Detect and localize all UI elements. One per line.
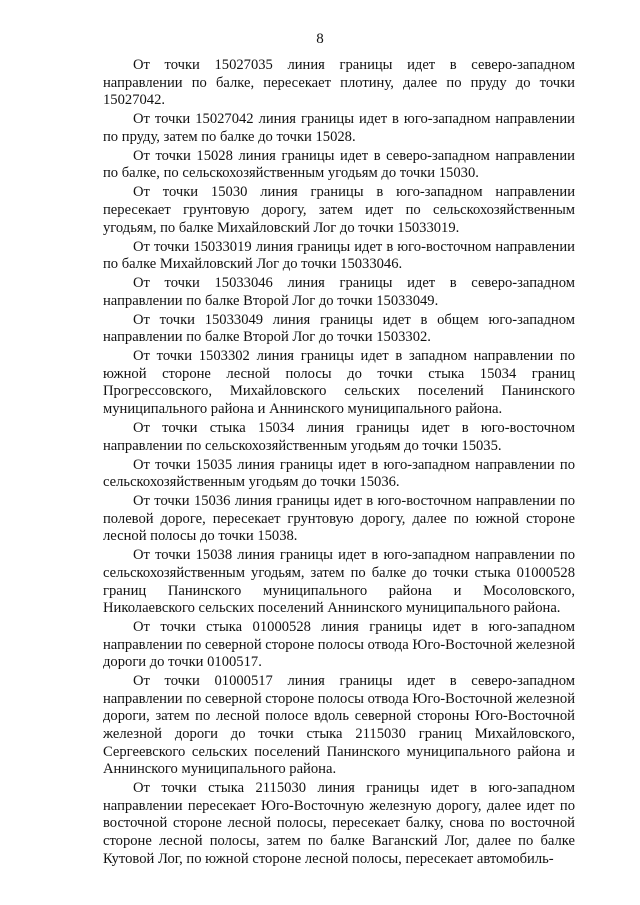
paragraph: От точки 15038 линия границы идет в юго-западном направлении по сельскохозяйственным угодьям, затем по балке до точки стыка 01000528 границ Панинского муниципального района и Мосоловского, Николаевского сельских поселений Аннинского муниципального района. bbox=[103, 547, 575, 617]
paragraph: От точки стыка 15034 линия границы идет в юго-восточном направлении по сельскохозяйственным угодьям до точки 15035. bbox=[103, 420, 575, 454]
paragraph: От точки 15027035 линия границы идет в северо-западном направлении по балке, пересекает плотину, далее по пруду до точки 15027042. bbox=[103, 57, 575, 109]
page-number: 8 bbox=[316, 31, 324, 47]
paragraph: От точки 15033049 линия границы идет в общем юго-западном направлении по балке Второй Лог до точки 1503302. bbox=[103, 311, 575, 346]
paragraph: От точки 01000517 линия границы идет в северо-западном направлении по северной стороне полосы отвода Юго-Восточной железной дороги, затем по лесной полосе вдоль северной стороны Юго-Восточной железной дороги до точки стыка 2115030 границ Михайловского, Сергеевского сельских поселений Панинского муниципального района и Аннинского муниципального района. bbox=[103, 673, 575, 778]
paragraph: От точки 15036 линия границы идет в юго-восточном направлении по полевой дороге, пересекает грунтовую дорогу, далее по южной стороне лесной полосы до точки 15038. bbox=[103, 493, 575, 545]
paragraph: От точки 15030 линия границы в юго-западном направлении пересекает грунтовую дорогу, затем идет по сельскохозяйственным угодьям, по балке Михайловский Лог до точки 15033019. bbox=[103, 184, 575, 236]
paragraph: От точки 15028 линия границы идет в северо-западном направлении по балке, по сельскохозяйственным угодьям до точки 15030. bbox=[103, 147, 575, 182]
paragraph: От точки 15035 линия границы идет в юго-западном направлении по сельскохозяйственным угодьям до точки 15036. bbox=[103, 456, 575, 491]
paragraph: От точки 1503302 линия границы идет в западном направлении по южной стороне лесной полосы до точки стыка 15034 границ Прогрессовского, Михайловского сельских поселений Панинского муниципального района и Аннинского муниципального района. bbox=[103, 348, 575, 418]
document-body bbox=[103, 57, 575, 868]
paragraph: От точки 15033046 линия границы идет в северо-западном направлении по балке Второй Лог до точки 15033049. bbox=[103, 275, 575, 309]
paragraph: От точки 15033019 линия границы идет в юго-восточном направлении по балке Михайловский Лог до точки 15033046. bbox=[103, 238, 575, 273]
paragraph: От точки стыка 2115030 линия границы идет в юго-западном направлении пересекает Юго-Восточную железную дорогу, далее идет по восточной стороне лесной полосы, пересекает балку, снова по восточной стороне лесной полосы, затем по балке Ваганский Лог, далее по балке Кутовой Лог, по южной стороне лесной полосы, пересекает автомобиль- bbox=[103, 780, 575, 867]
paragraph: От точки 15027042 линия границы идет в юго-западном направлении по пруду, затем по балке до точки 15028. bbox=[103, 111, 575, 145]
paragraph: От точки стыка 01000528 линия границы идет в юго-западном направлении по северной стороне полосы отвода Юго-Восточной железной дороги до точки 0100517. bbox=[103, 619, 575, 671]
